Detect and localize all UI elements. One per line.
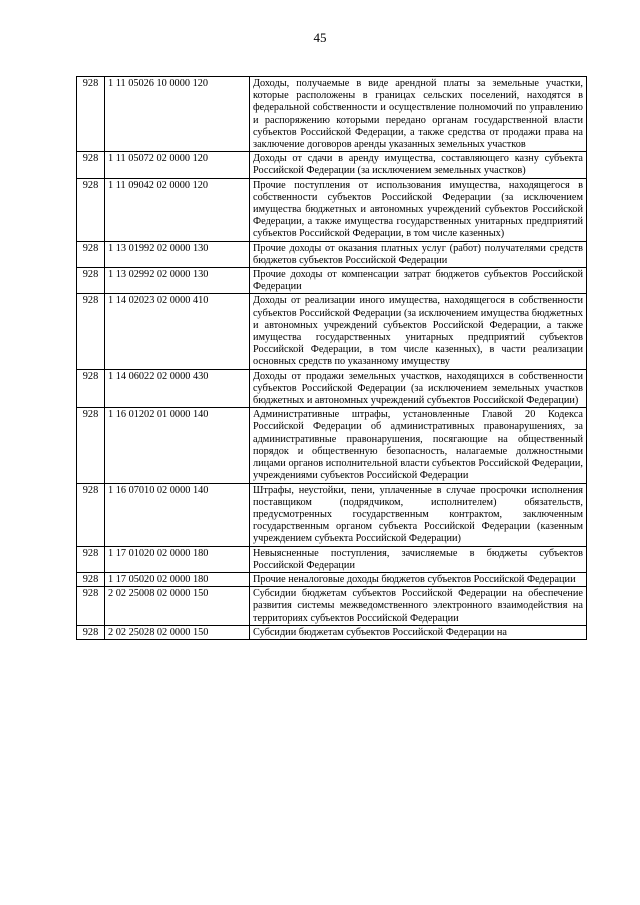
admin-code-cell: 928 (77, 178, 105, 241)
description-cell: Субсидии бюджетам субъектов Российской Федерации на (250, 625, 587, 639)
budget-code-cell: 1 11 05026 10 0000 120 (105, 77, 250, 152)
description-cell: Субсидии бюджетам субъектов Российской Федерации на обеспечение развития системы межведомственного электронного взаимодействия на территориях субъектов Российской Федерации (250, 587, 587, 626)
description-cell: Доходы от сдачи в аренду имущества, составляющего казну субъекта Российской Федерации (за исключением земельных участков) (250, 152, 587, 178)
admin-code-cell: 928 (77, 625, 105, 639)
table-row (77, 369, 587, 408)
budget-code-cell: 2 02 25028 02 0000 150 (105, 625, 250, 639)
budget-code-cell: 1 16 07010 02 0000 140 (105, 483, 250, 546)
admin-code-cell: 928 (77, 77, 105, 152)
table-row (77, 268, 587, 294)
admin-code-cell: 928 (77, 408, 105, 483)
budget-code-cell: 1 17 01020 02 0000 180 (105, 546, 250, 572)
description-cell: Доходы от продажи земельных участков, находящихся в собственности субъектов Российской Федерации (за исключением земельных участков бюджетных и автономных учреждений субъектов Российской Федерации) (250, 369, 587, 408)
description-cell: Прочие поступления от использования имущества, находящегося в собственности субъектов Российской Федерации (за исключением имущества бюджетных и автономных учреждений субъектов Российской Федерации, а также имущества государственных унитарных предприятий субъектов Российской Федерации, в том числе казенных) (250, 178, 587, 241)
description-cell: Прочие доходы от компенсации затрат бюджетов субъектов Российской Федерации (250, 268, 587, 294)
budget-code-cell: 1 17 05020 02 0000 180 (105, 572, 250, 586)
description-cell: Прочие неналоговые доходы бюджетов субъектов Российской Федерации (250, 572, 587, 586)
admin-code-cell: 928 (77, 483, 105, 546)
table-row (77, 587, 587, 626)
table-row (77, 241, 587, 267)
budget-code-cell: 1 14 06022 02 0000 430 (105, 369, 250, 408)
page-number: 45 (313, 30, 327, 45)
description-cell: Прочие доходы от оказания платных услуг (работ) получателями средств бюджетов субъектов Российской Федерации (250, 241, 587, 267)
budget-code-cell: 1 14 02023 02 0000 410 (105, 294, 250, 369)
table-row (77, 483, 587, 546)
admin-code-cell: 928 (77, 268, 105, 294)
description-cell: Невыясненные поступления, зачисляемые в бюджеты субъектов Российской Федерации (250, 546, 587, 572)
budget-code-cell: 1 16 01202 01 0000 140 (105, 408, 250, 483)
description-cell: Административные штрафы, установленные Главой 20 Кодекса Российской Федерации об административных правонарушениях, за административные правонарушения, посягающие на общественный порядок и общественную безопасность, налагаемые должностными лицами органов исполнительной власти субъектов Российской Федерации, учреждениями субъектов Российской Федерации (250, 408, 587, 483)
budget-code-cell: 2 02 25008 02 0000 150 (105, 587, 250, 626)
admin-code-cell: 928 (77, 152, 105, 178)
budget-code-cell: 1 11 09042 02 0000 120 (105, 178, 250, 241)
table-row (77, 294, 587, 369)
admin-code-cell: 928 (77, 572, 105, 586)
revenue-codes-table (76, 76, 587, 640)
admin-code-cell: 928 (77, 587, 105, 626)
table-row (77, 546, 587, 572)
admin-code-cell: 928 (77, 369, 105, 408)
description-cell: Доходы от реализации иного имущества, находящегося в собственности субъектов Российской Федерации (за исключением имущества бюджетных и автономных учреждений субъектов Российской Федерации, а также имущества государственных унитарных предприятий субъектов Российской Федерации, в том числе казенных), в части реализации основных средств по указанному имуществу (250, 294, 587, 369)
description-cell: Штрафы, неустойки, пени, уплаченные в случае просрочки исполнения поставщиком (подрядчиком, исполнителем) обязательств, предусмотренных государственным контрактом, заключенным государственным органом субъекта Российской Федерации (казенным учреждением субъекта Российской Федерации) (250, 483, 587, 546)
admin-code-cell: 928 (77, 241, 105, 267)
description-cell: Доходы, получаемые в виде арендной платы за земельные участки, которые расположены в границах сельских поселений, находятся в федеральной собственности и осуществление полномочий по управлению и распоряжению которыми передано органам государственной власти субъектов Российской Федерации, а также средства от продажи права на заключение договоров аренды указанных земельных участков (250, 77, 587, 152)
table-row (77, 625, 587, 639)
table-row (77, 178, 587, 241)
table-row (77, 572, 587, 586)
budget-code-cell: 1 13 01992 02 0000 130 (105, 241, 250, 267)
table-row (77, 152, 587, 178)
budget-code-cell: 1 13 02992 02 0000 130 (105, 268, 250, 294)
table-row (77, 408, 587, 483)
budget-code-cell: 1 11 05072 02 0000 120 (105, 152, 250, 178)
admin-code-cell: 928 (77, 294, 105, 369)
table-row (77, 77, 587, 152)
admin-code-cell: 928 (77, 546, 105, 572)
